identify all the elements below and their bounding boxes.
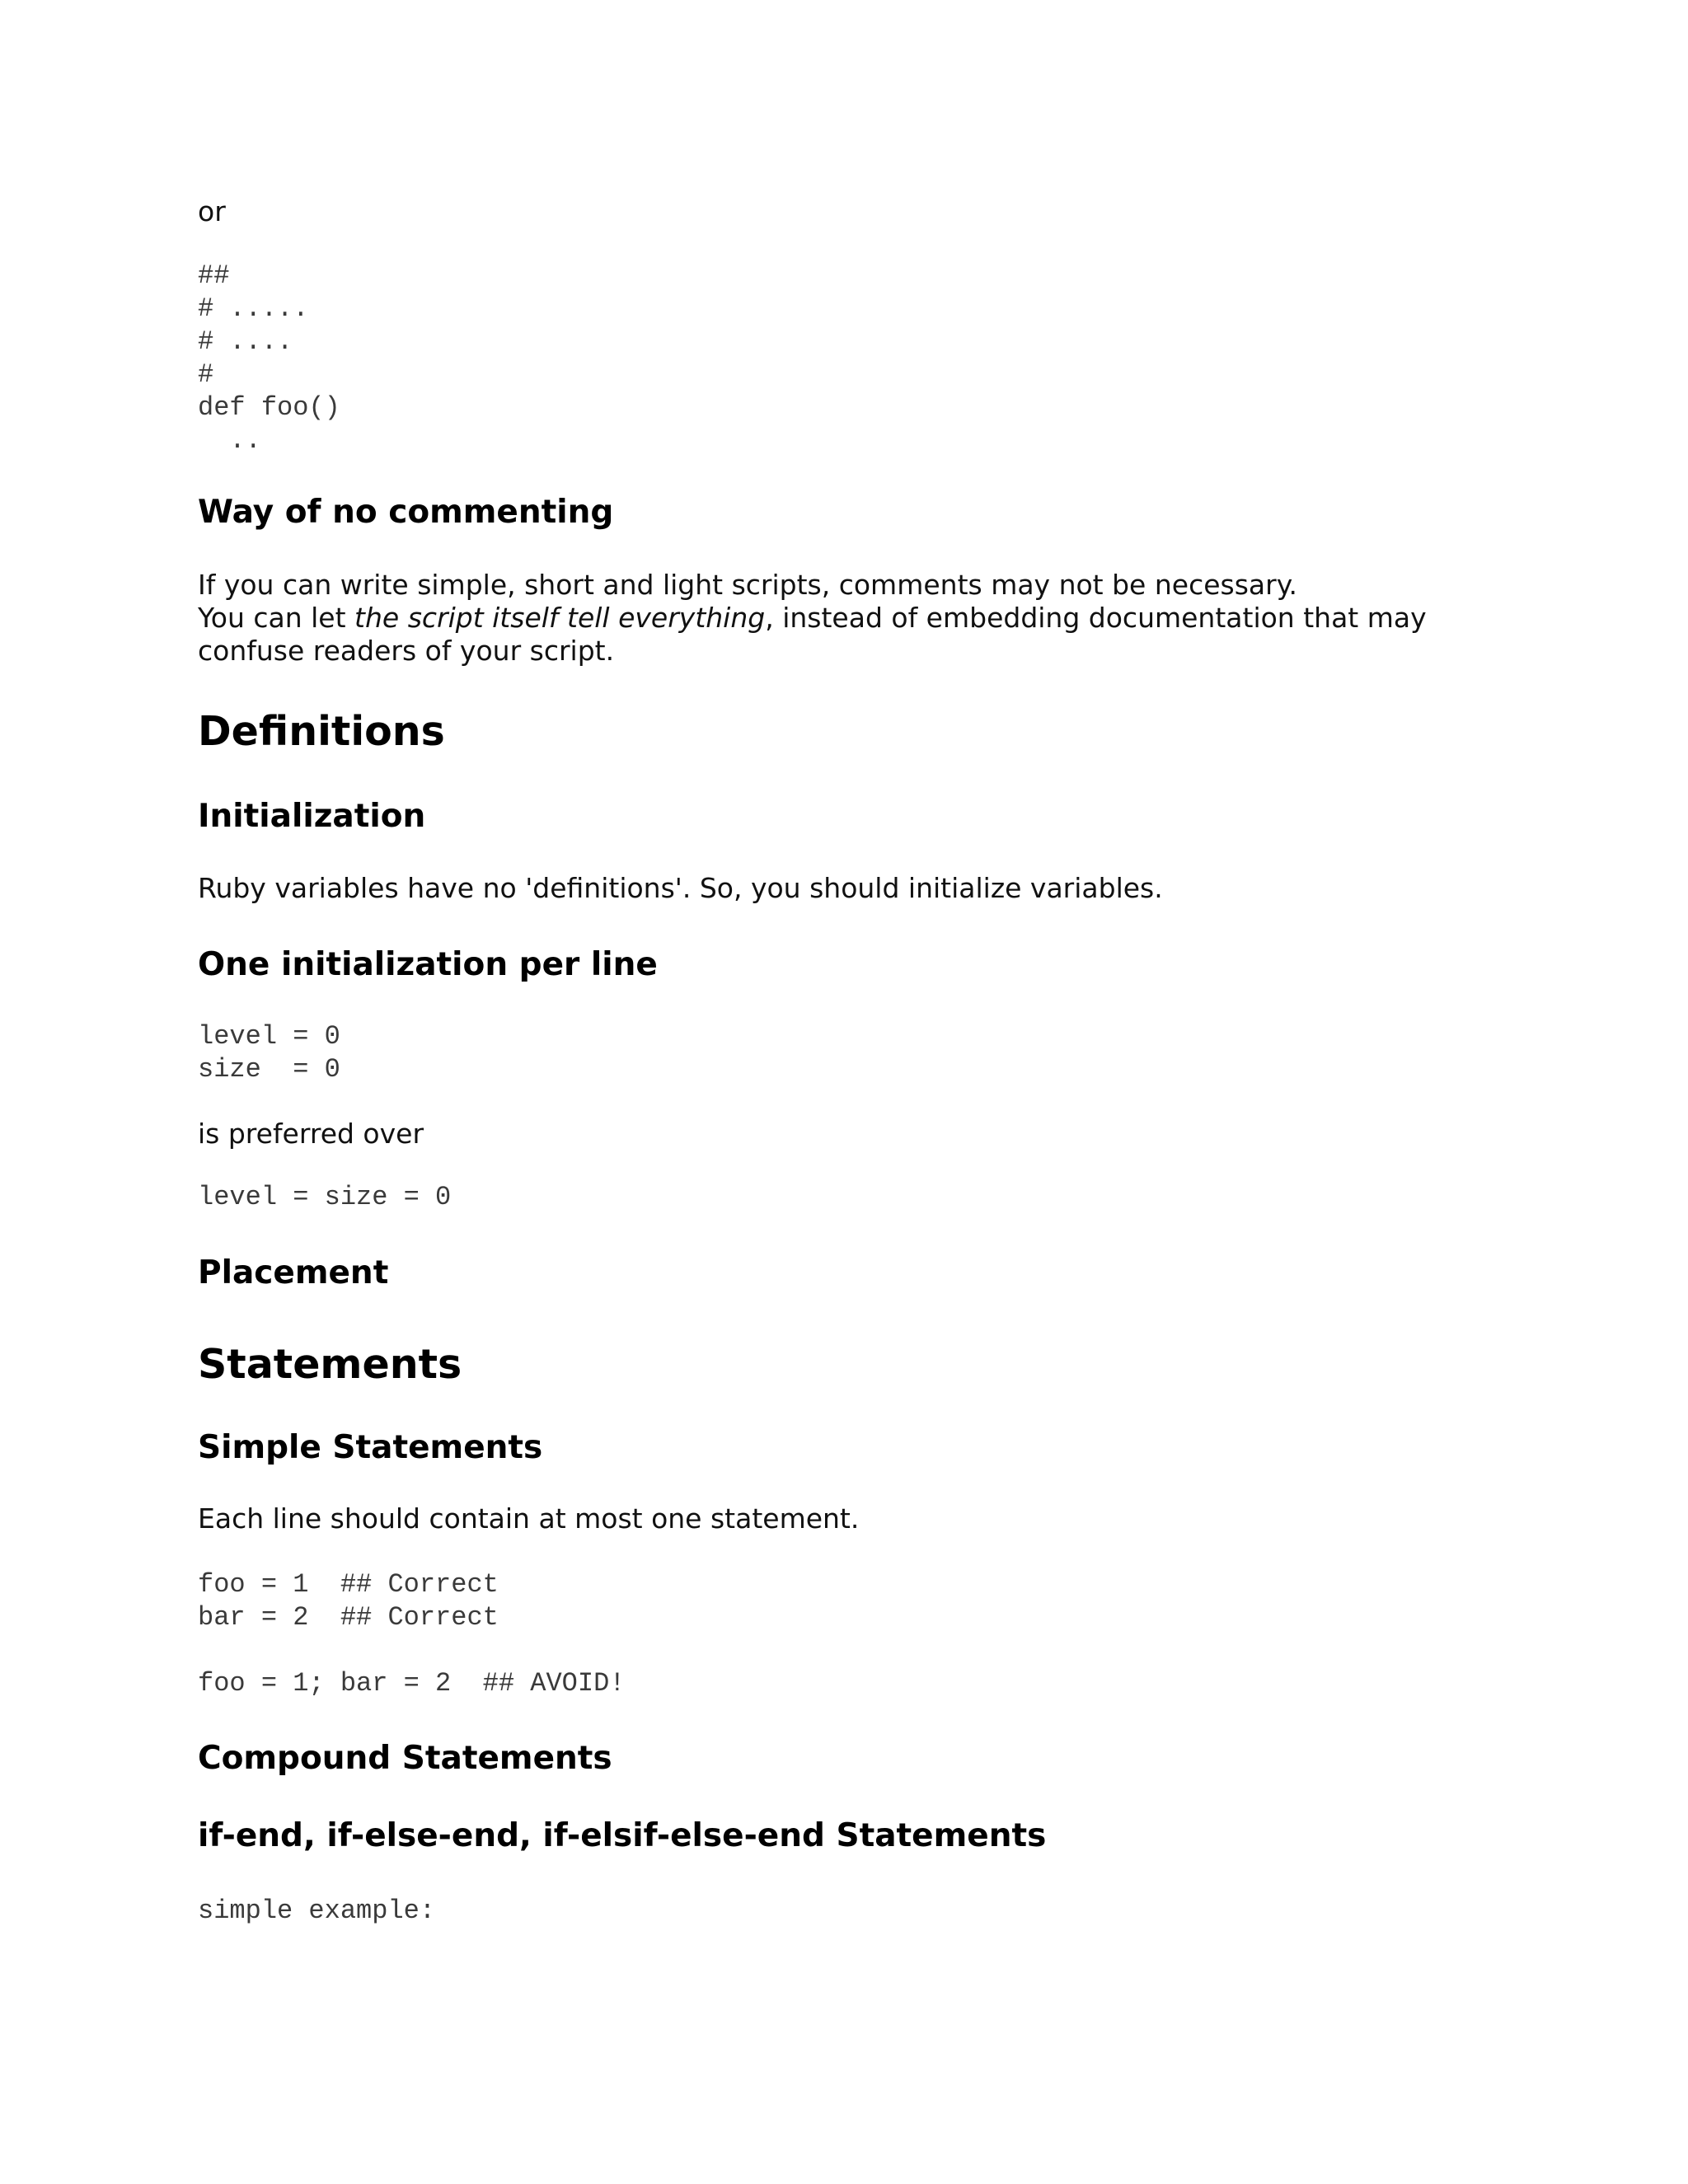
paragraph-line [198, 602, 1517, 635]
paragraph-no-commenting [198, 569, 1517, 668]
text-run: You can let [198, 602, 355, 634]
code-line: .. [198, 425, 261, 456]
code-block-comment-style [198, 260, 340, 457]
code-line: size = 0 [198, 1054, 340, 1085]
italic-text: the script itself tell everything [354, 602, 766, 634]
code-block-init-preferred [198, 1020, 340, 1086]
code-line: simple example: [198, 1896, 436, 1926]
paragraph-line: If you can write simple, short and light scripts, comments may not be necessary. [198, 569, 1298, 601]
text-run: , instead of embedding documentation that may [765, 602, 1427, 634]
heading-way-of-no-commenting: Way of no commenting [198, 494, 614, 531]
code-block-init-avoid [198, 1181, 451, 1214]
preferred-over-text: is preferred over [198, 1118, 424, 1150]
code-line: # .... [198, 326, 293, 357]
heading-definitions: Definitions [198, 708, 445, 755]
code-line: bar = 2 ## Correct [198, 1602, 499, 1633]
code-block-simple-example [198, 1895, 435, 1928]
code-line: level = size = 0 [198, 1182, 452, 1212]
code-line: # ..... [198, 293, 309, 324]
heading-if-statements: if-end, if-else-end, if-elsif-else-end Statements [198, 1817, 1047, 1854]
paragraph-initialization: Ruby variables have no 'definitions'. So, you should initialize variables. [198, 872, 1163, 904]
code-line: foo = 1; bar = 2 ## AVOID! [198, 1668, 626, 1699]
or-text: or [198, 195, 226, 227]
heading-compound-statements: Compound Statements [198, 1740, 612, 1777]
heading-one-initialization-per-line: One initialization per line [198, 946, 658, 983]
heading-simple-statements: Simple Statements [198, 1429, 543, 1466]
heading-placement: Placement [198, 1254, 389, 1291]
paragraph-simple-statements: Each line should contain at most one statement. [198, 1502, 860, 1535]
code-line: foo = 1 ## Correct [198, 1569, 499, 1600]
code-line: ## [198, 260, 230, 291]
code-line [198, 1634, 625, 1667]
code-line: # [198, 359, 214, 390]
code-block-simple-statements [198, 1568, 625, 1700]
code-line: def foo() [198, 392, 340, 423]
heading-statements: Statements [198, 1341, 462, 1388]
heading-initialization: Initialization [198, 798, 426, 835]
code-line: level = 0 [198, 1021, 340, 1052]
paragraph-line: confuse readers of your script. [198, 635, 615, 667]
